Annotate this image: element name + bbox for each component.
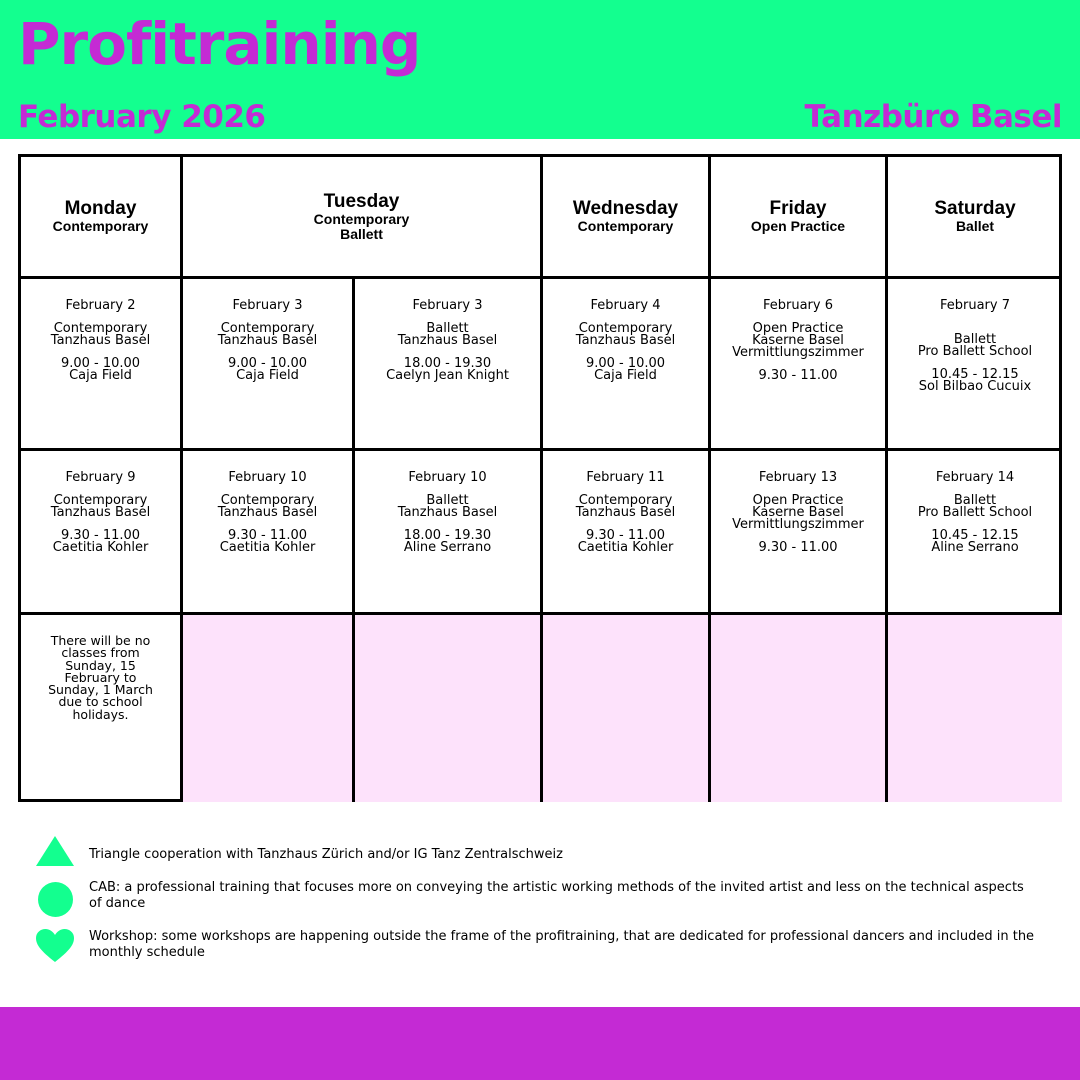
- page-title: Profitraining: [18, 10, 421, 78]
- class-detail: Tanzhaus Basel: [397, 505, 498, 520]
- class-detail: Contemporary: [220, 493, 315, 508]
- class-detail: Pro Ballett School: [917, 505, 1033, 520]
- day-label: Friday: [769, 198, 827, 219]
- class-detail: Ballett: [426, 493, 469, 508]
- discipline-label: Ballet: [955, 218, 995, 234]
- class-date: February 11: [586, 470, 665, 485]
- class-detail: Contemporary: [53, 493, 148, 508]
- class-date: February 10: [408, 470, 487, 485]
- class-detail: Aline Serrano: [403, 540, 492, 555]
- class-date: February 7: [939, 298, 1010, 313]
- empty-cell: [711, 615, 888, 802]
- class-detail: Open Practice: [752, 493, 844, 508]
- class-detail: Contemporary: [578, 321, 673, 336]
- holiday-note-cell: [21, 615, 183, 802]
- class-detail: Caetitia Kohler: [577, 540, 674, 555]
- class-detail: 10.45 - 12.15: [931, 367, 1019, 382]
- schedule-table: [18, 154, 1062, 802]
- month-label: February 2026: [18, 99, 266, 135]
- empty-cell: [543, 615, 711, 802]
- class-cell: [355, 451, 543, 615]
- column-header-wednesday: [543, 157, 711, 279]
- class-date: February 6: [762, 298, 833, 313]
- class-detail: Tanzhaus Basel: [575, 333, 676, 348]
- class-detail: Caja Field: [594, 368, 657, 383]
- class-cell: [543, 451, 711, 615]
- class-detail: 18.00 - 19.30: [403, 528, 492, 543]
- discipline-label: Contemporary: [52, 218, 149, 234]
- class-detail: Caetitia Kohler: [219, 540, 316, 555]
- class-date: February 10: [228, 470, 307, 485]
- class-detail: Tanzhaus Basel: [397, 333, 498, 348]
- class-detail: Tanzhaus Basel: [575, 505, 676, 520]
- class-cell: [21, 279, 183, 451]
- class-cell: [21, 451, 183, 615]
- column-header-friday: [711, 157, 888, 279]
- class-detail: Open Practice: [752, 321, 844, 336]
- day-label: Monday: [64, 198, 137, 219]
- discipline-label: Open Practice: [750, 218, 846, 234]
- class-detail: Tanzhaus Basel: [217, 505, 318, 520]
- class-cell: [711, 279, 888, 451]
- column-header-monday: [21, 157, 183, 279]
- day-label: Tuesday: [323, 190, 400, 212]
- class-detail: 9.00 - 10.00: [227, 356, 308, 371]
- class-cell: [711, 451, 888, 615]
- empty-cell: [183, 615, 355, 802]
- class-detail: 9.00 - 10.00: [585, 356, 666, 371]
- class-date: February 9: [65, 470, 136, 485]
- class-detail: Vermittlungszimmer: [732, 345, 864, 360]
- class-detail: Contemporary: [53, 321, 148, 336]
- class-detail: 9.30 - 11.00: [585, 528, 666, 543]
- class-date: February 4: [590, 298, 661, 313]
- class-cell: [888, 279, 1062, 451]
- class-detail: 10.45 - 12.15: [931, 528, 1019, 543]
- triangle-icon: [36, 836, 74, 866]
- discipline-label: Contemporary: [577, 218, 674, 234]
- class-detail: Ballett: [426, 321, 469, 336]
- class-detail: Caetitia Kohler: [52, 540, 149, 555]
- legend-text: Triangle cooperation with Tanzhaus Zürich and/or IG Tanz Zentralschweiz: [89, 847, 563, 862]
- class-detail: Tanzhaus Basel: [217, 333, 318, 348]
- class-detail: Ballett: [953, 332, 997, 347]
- class-detail: Contemporary: [220, 321, 315, 336]
- class-detail: Caja Field: [236, 368, 299, 383]
- empty-cell: [355, 615, 543, 802]
- class-detail: Vermittlungszimmer: [732, 517, 864, 532]
- heart-icon: [36, 929, 74, 963]
- class-detail: Kaserne Basel: [752, 505, 844, 520]
- class-detail: Tanzhaus Basel: [50, 333, 151, 348]
- legend-text: CAB: a professional training that focuses more on conveying the artistic working methods of the invited artist and less on the technical aspects of dance: [89, 880, 1024, 911]
- class-detail: 9.30 - 11.00: [758, 540, 838, 555]
- class-date: February 3: [412, 298, 483, 313]
- class-detail: Kaserne Basel: [752, 333, 844, 348]
- class-detail: Contemporary: [578, 493, 673, 508]
- class-detail: Ballett: [953, 493, 997, 508]
- day-label: Saturday: [934, 198, 1016, 219]
- class-date: February 14: [935, 470, 1015, 485]
- class-date: February 13: [758, 470, 838, 485]
- empty-cell: [888, 615, 1062, 802]
- class-detail: Caelyn Jean Knight: [386, 368, 509, 383]
- discipline-label: Contemporary: [313, 210, 410, 227]
- class-detail: 9.00 - 10.00: [60, 356, 141, 371]
- class-date: February 2: [65, 298, 136, 313]
- column-header-tuesday: [183, 157, 543, 279]
- column-header-saturday: [888, 157, 1062, 279]
- class-cell: [183, 451, 355, 615]
- header-banner: [0, 0, 1080, 139]
- class-detail: 9.30 - 11.00: [758, 368, 838, 383]
- discipline-label: Ballett: [340, 225, 383, 242]
- class-cell: [888, 451, 1062, 615]
- class-detail: Caja Field: [69, 368, 132, 383]
- class-date: February 3: [232, 298, 303, 313]
- circle-icon: [38, 882, 73, 917]
- class-cell: [543, 279, 711, 451]
- class-cell: [183, 279, 355, 451]
- class-detail: 9.30 - 11.00: [227, 528, 308, 543]
- class-detail: 18.00 - 19.30: [403, 356, 492, 371]
- class-detail: Tanzhaus Basel: [50, 505, 151, 520]
- class-detail: Aline Serrano: [931, 540, 1019, 555]
- organization-name: Tanzbüro Basel: [804, 99, 1062, 135]
- class-detail: Pro Ballett School: [917, 344, 1033, 359]
- footer-bar: [0, 1007, 1080, 1080]
- class-cell: [355, 279, 543, 451]
- class-detail: 9.30 - 11.00: [60, 528, 141, 543]
- class-detail: Sol Bilbao Cucuix: [918, 379, 1032, 394]
- legend-text: Workshop: some workshops are happening outside the frame of the profitraining, that are dedicated for professional dancers and included in the monthly schedule: [89, 929, 1035, 960]
- day-label: Wednesday: [572, 198, 679, 219]
- holiday-note: There will be no classes from Sunday, 15 February to Sunday, 1 March due to school holidays.: [48, 633, 153, 722]
